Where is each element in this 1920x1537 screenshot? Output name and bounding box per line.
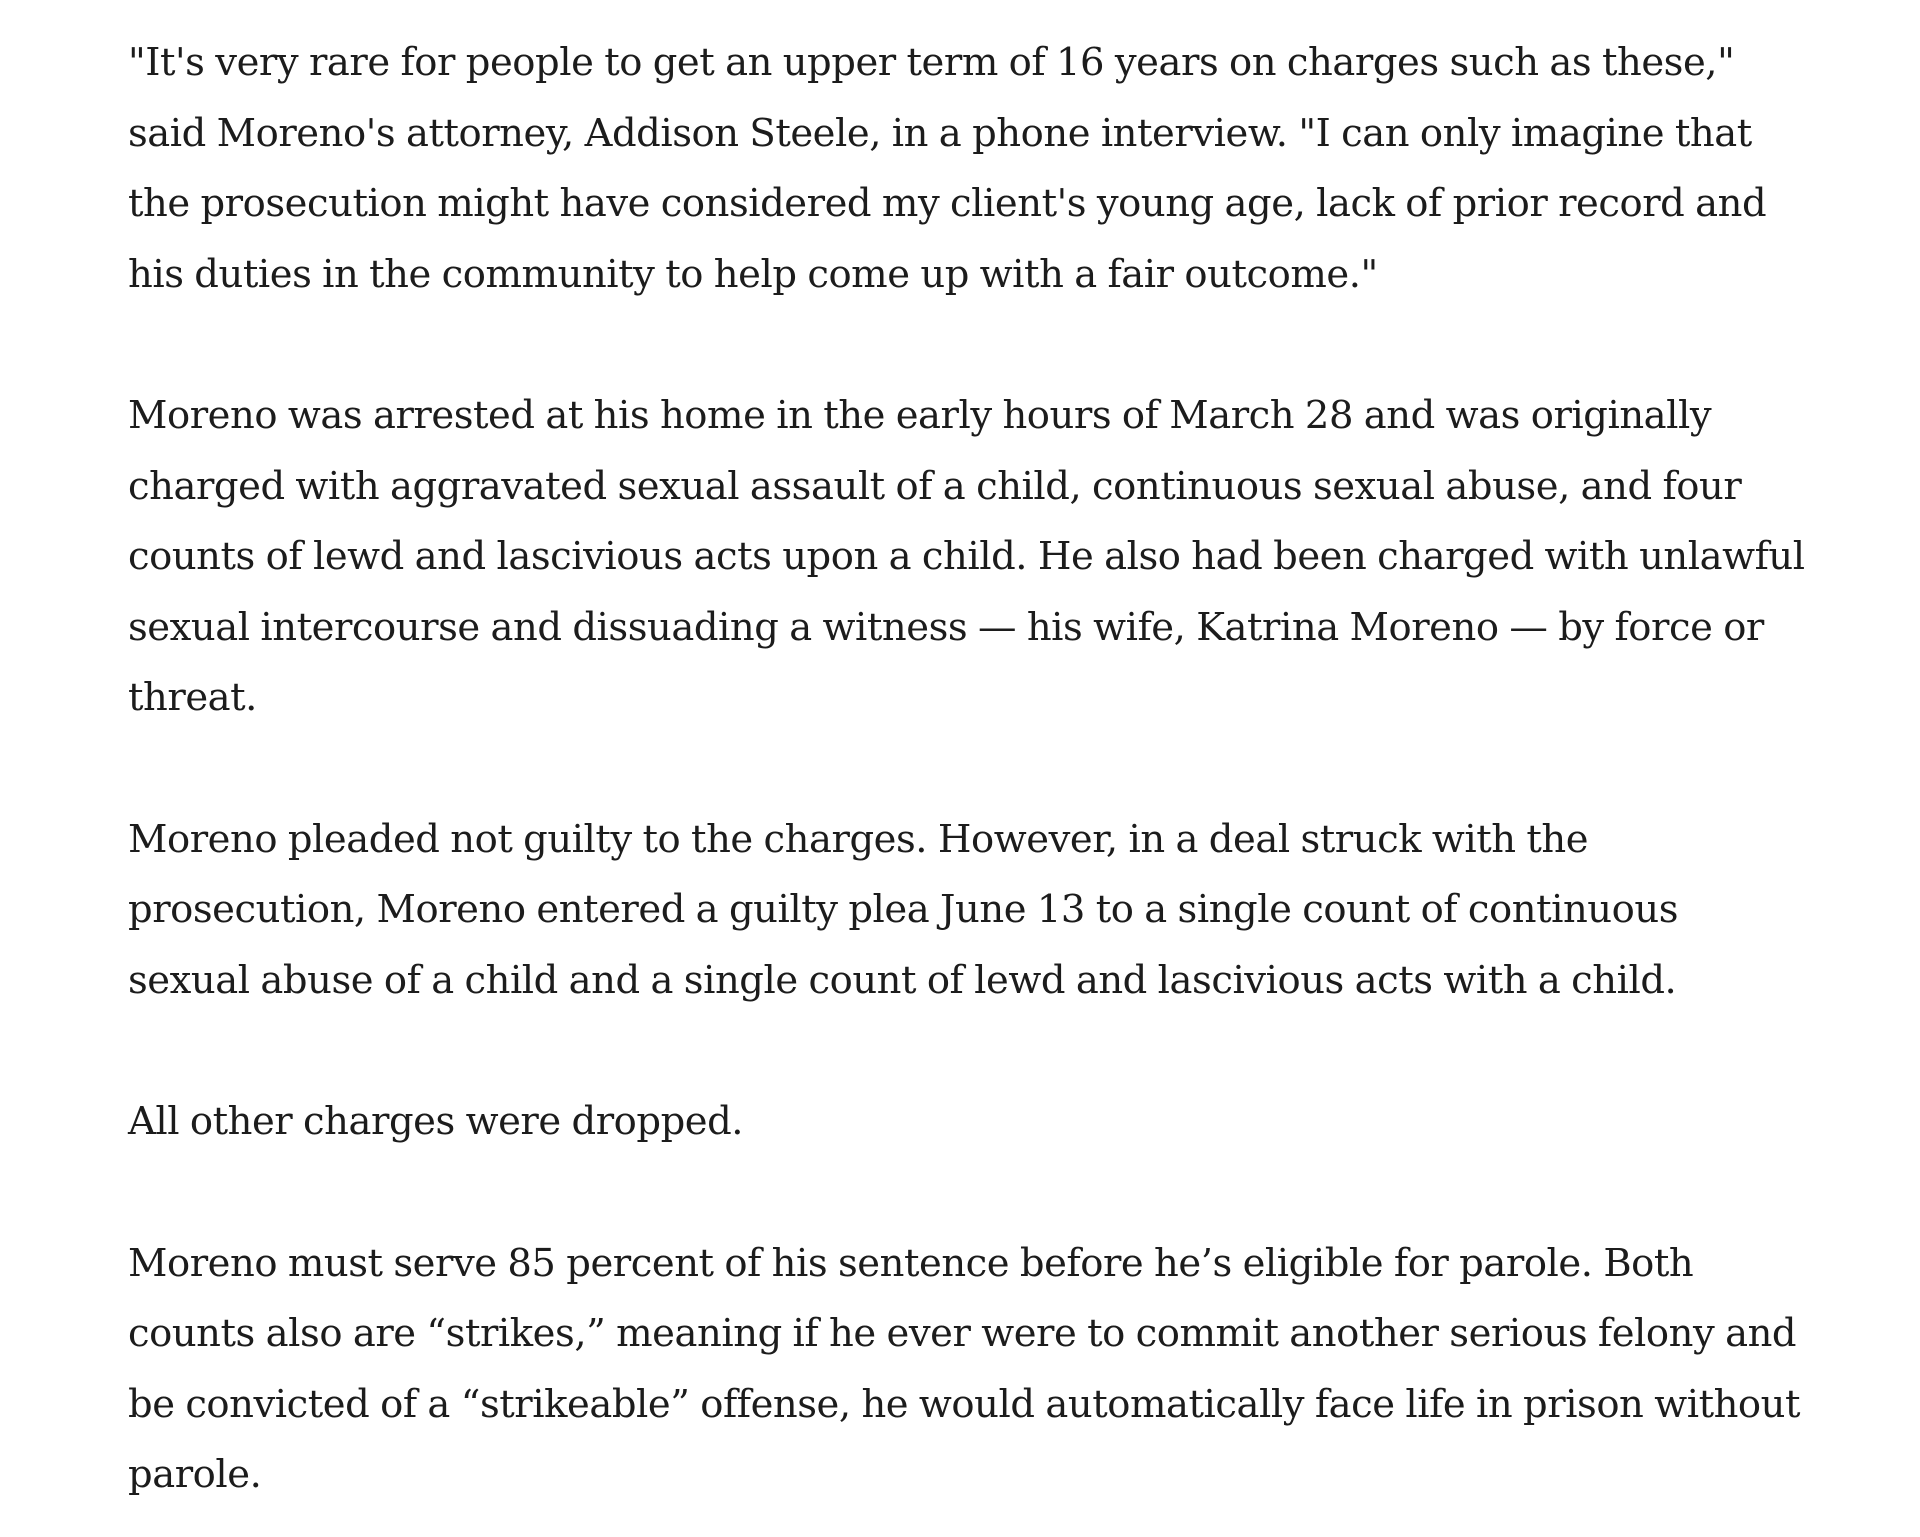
paragraph-parole-strikes: Moreno must serve 85 percent of his sentence before he’s eligible for parole. Both counts also are “strikes,” meaning if he ever were to commit another serious felony and be convicted of a “strikeable” offense, he would automatically face life in prison without parole. — [128, 1240, 1801, 1497]
article-body — [128, 28, 1808, 1511]
paragraph-attorney-quote: "It's very rare for people to get an upper term of 16 years on charges such as these," said Moreno's attorney, Addison Steele, in a phone interview. "I can only imagine that the prosecution might have considered my client's young age, lack of prior record and his duties in the community to help come up with a fair outcome." — [128, 40, 1767, 297]
paragraph-charges-dropped: All other charges were dropped. — [128, 1099, 744, 1144]
paragraph-plea-deal: Moreno pleaded not guilty to the charges. However, in a deal struck with the prosecution, Moreno entered a guilty plea June 13 to a single count of continuous sexual abuse of a child and a single count of lewd and lascivious acts with a child. — [128, 816, 1679, 1003]
paragraph-arrest-charges: Moreno was arrested at his home in the early hours of March 28 and was originally charged with aggravated sexual assault of a child, continuous sexual abuse, and four counts of lewd and lascivious acts upon a child. He also had been charged with unlawful sexual intercourse and dissuading a witness — his wife, Katrina Moreno — by force or threat. — [128, 393, 1805, 720]
